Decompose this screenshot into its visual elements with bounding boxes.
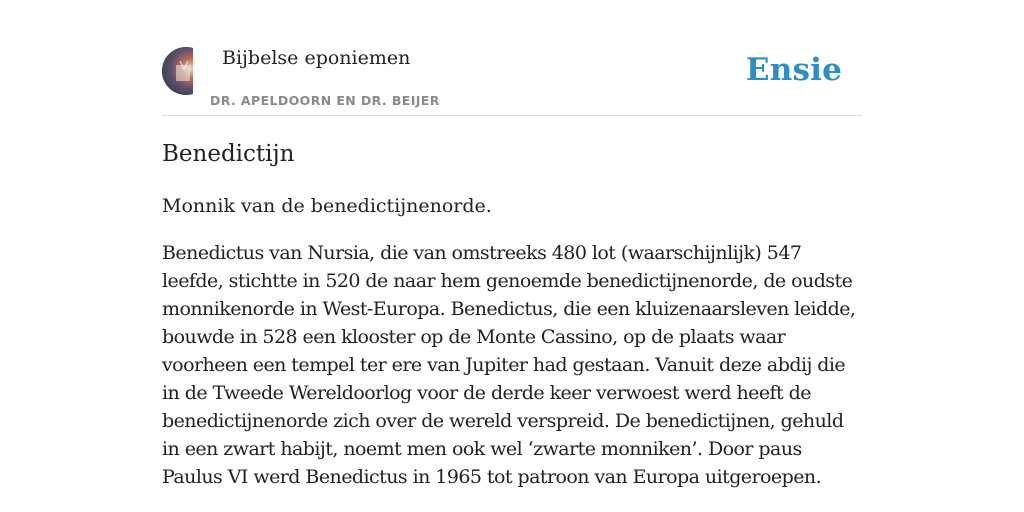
book-cover-icon[interactable] <box>162 47 193 95</box>
page-header <box>162 40 862 116</box>
book-title[interactable]: Bijbelse eponiemen <box>222 47 411 69</box>
entry-title: Benedictijn <box>162 141 295 167</box>
entry-body: Benedictus van Nursia, die van omstreeks 480 lot (waarschijnlijk) 547 leefde, stichtte in 520 de naar hem genoemde benedictijnenorde, de oudste monnikenorde in West-Europa. Benedictus, die een kluizenaarsleven leidde, bouwde in 528 een klooster op de Monte Cassino, op de plaats waar voorheen een tempel ter ere van Jupiter had gestaan. Vanuit deze abdij die in de Tweede Wereldoorlog voor de derde keer verwoest werd heeft de benedictijnenorde zich over de wereld verspreid. De benedictijnen, gehuld in een zwart habijt, noemt men ook wel ‘zwarte monniken’. Door paus Paulus VI werd Benedictus in 1965 tot patroon van Europa uitgeroepen. <box>162 242 856 488</box>
ensie-logo[interactable]: Ensie <box>745 52 842 88</box>
entry-definition: Monnik van de benedictijnenorde. <box>162 195 492 217</box>
book-authors[interactable]: DR. APELDOORN EN DR. BEIJER <box>210 93 440 108</box>
